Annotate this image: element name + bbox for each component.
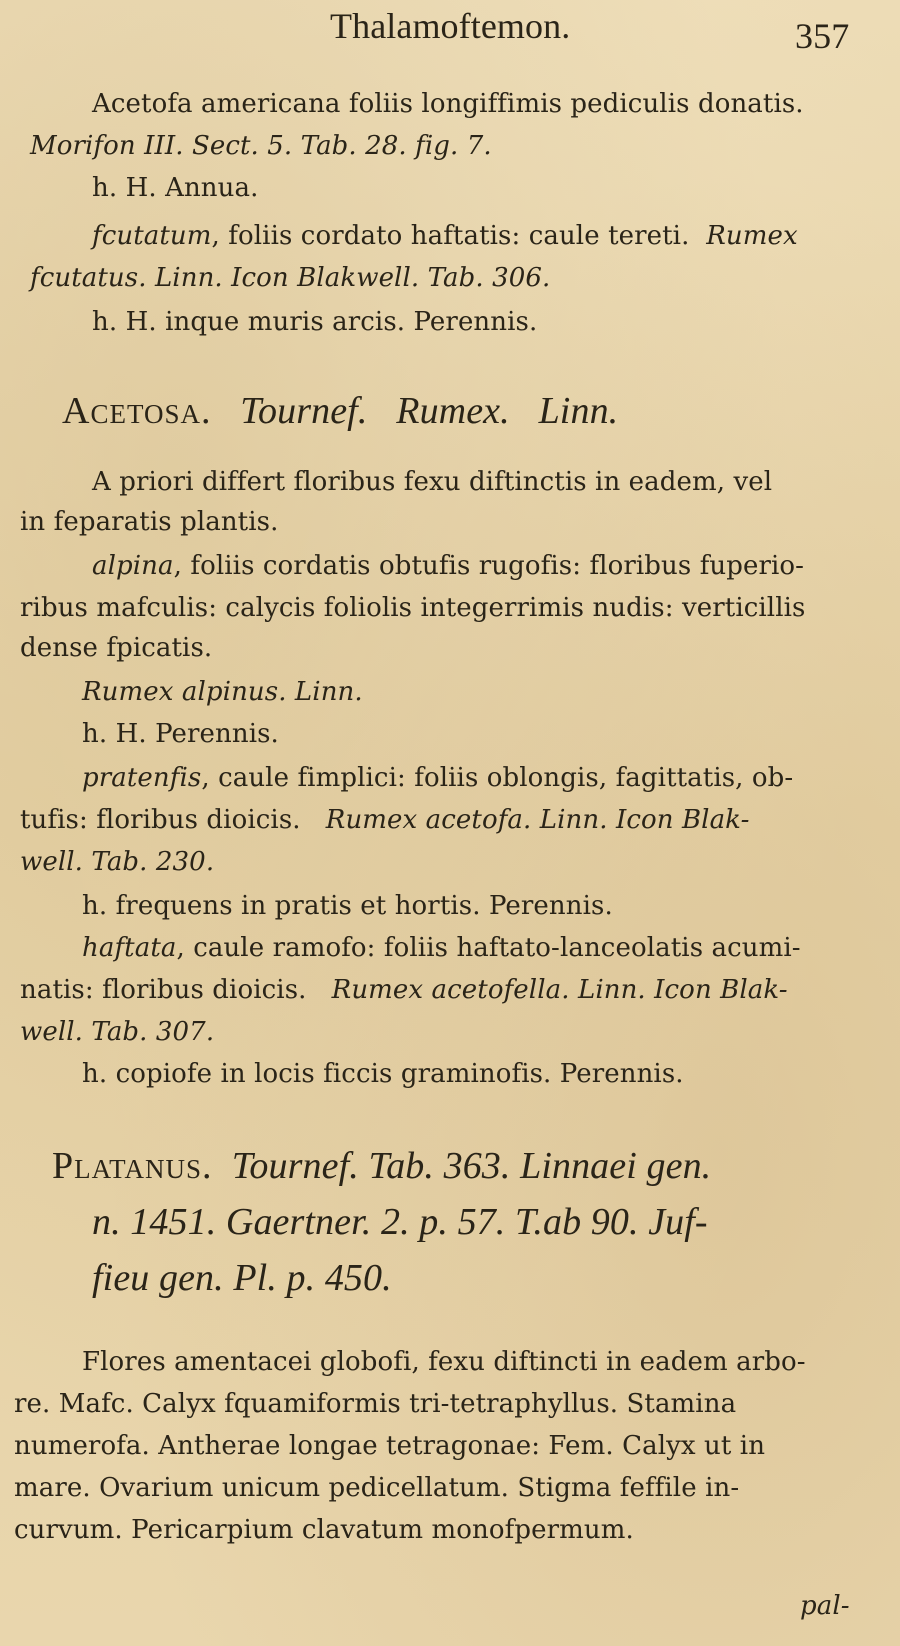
text-line: A priori differt floribus fexu diftinctis in eadem, vel bbox=[92, 467, 773, 497]
genus-heading-acetosa bbox=[62, 388, 618, 434]
text-line: in feparatis plantis. bbox=[20, 507, 279, 537]
genus-heading-platanus bbox=[52, 1142, 711, 1190]
text-line: Flores amentacei globofi, fexu diftincti in eadem arbo- bbox=[82, 1347, 806, 1377]
text-line: fcutatus. Linn. Icon Blakwell. Tab. 306. bbox=[30, 263, 551, 293]
text-line: mare. Ovarium unicum pedicellatum. Stigma feffile in- bbox=[14, 1473, 740, 1503]
text-line: h. H. inque muris arcis. Perennis. bbox=[92, 307, 538, 337]
text-line: Rumex alpinus. Linn. bbox=[82, 677, 363, 707]
species-entry-pratensis bbox=[82, 762, 793, 794]
species-epithet: alpina bbox=[92, 551, 174, 581]
genus-reference: Linn. bbox=[538, 390, 619, 432]
text-line bbox=[20, 974, 788, 1006]
genus-reference-line: n. 1451. Gaertner. 2. p. 57. T.ab 90. Juf- bbox=[92, 1201, 708, 1243]
text-line: numerofa. Antherae longae tetragonae: Fem. Calyx ut in bbox=[14, 1431, 766, 1461]
species-description: natis: floribus dioicis. bbox=[20, 975, 307, 1005]
species-epithet: haftata bbox=[82, 933, 177, 963]
text-line: h. copiofe in locis ficcis graminofis. Perennis. bbox=[82, 1059, 684, 1089]
genus-reference: Tournef. Tab. 363. Linnaei gen. bbox=[231, 1145, 712, 1187]
synonym-genus: Rumex bbox=[706, 221, 798, 251]
species-entry-scutatum bbox=[92, 220, 798, 252]
text-line bbox=[20, 804, 749, 836]
species-entry-hastata bbox=[82, 932, 801, 964]
catchword: pal- bbox=[800, 1591, 850, 1621]
species-entry-alpina bbox=[92, 550, 804, 582]
species-epithet: pratenfis bbox=[82, 763, 202, 793]
text-line: h. H. Perennis. bbox=[82, 719, 279, 749]
text-line: well. Tab. 230. bbox=[20, 847, 215, 877]
genus-reference: Rumex. bbox=[396, 390, 510, 432]
page-number: 357 bbox=[795, 16, 850, 56]
text-line: curvum. Pericarpium clavatum monofpermum. bbox=[14, 1515, 634, 1545]
species-description: , foliis cordatis obtufis rugofis: floribus fuperio- bbox=[173, 551, 805, 581]
genus-reference: Tournef. bbox=[240, 390, 368, 432]
synonym-reference: Rumex acetofa. Linn. Icon Blak- bbox=[325, 805, 750, 835]
text-line: ribus mafculis: calycis foliolis integerrimis nudis: verticillis bbox=[20, 593, 806, 623]
species-description: , caule ramofo: foliis haftato-lanceolatis acumi- bbox=[176, 933, 801, 963]
genus-reference-line: fieu gen. Pl. p. 450. bbox=[92, 1257, 392, 1299]
species-description: , caule fimplici: foliis oblongis, fagittatis, ob- bbox=[201, 763, 794, 793]
synonym-reference: Rumex acetofella. Linn. Icon Blak- bbox=[331, 975, 788, 1005]
species-description: , foliis cordato haftatis: caule tereti. bbox=[211, 221, 690, 251]
species-description: tufis: floribus dioicis. bbox=[20, 805, 301, 835]
species-epithet: fcutatum bbox=[92, 221, 212, 251]
text-line: dense fpicatis. bbox=[20, 633, 213, 663]
text-line: h. frequens in pratis et hortis. Perennis. bbox=[82, 891, 613, 921]
genus-name: Platanus. bbox=[52, 1145, 213, 1187]
text-line: h. H. Annua. bbox=[92, 173, 259, 203]
text-line: re. Mafc. Calyx fquamiformis tri-tetraphyllus. Stamina bbox=[14, 1389, 737, 1419]
running-header-title: Thalamoftemon. bbox=[330, 6, 571, 46]
text-line: Acetofa americana foliis longiffimis pediculis donatis. bbox=[92, 89, 804, 119]
text-line: well. Tab. 307. bbox=[20, 1017, 215, 1047]
genus-name: Acetosa. bbox=[62, 390, 212, 432]
text-line: Morifon III. Sect. 5. Tab. 28. fig. 7. bbox=[30, 131, 492, 161]
